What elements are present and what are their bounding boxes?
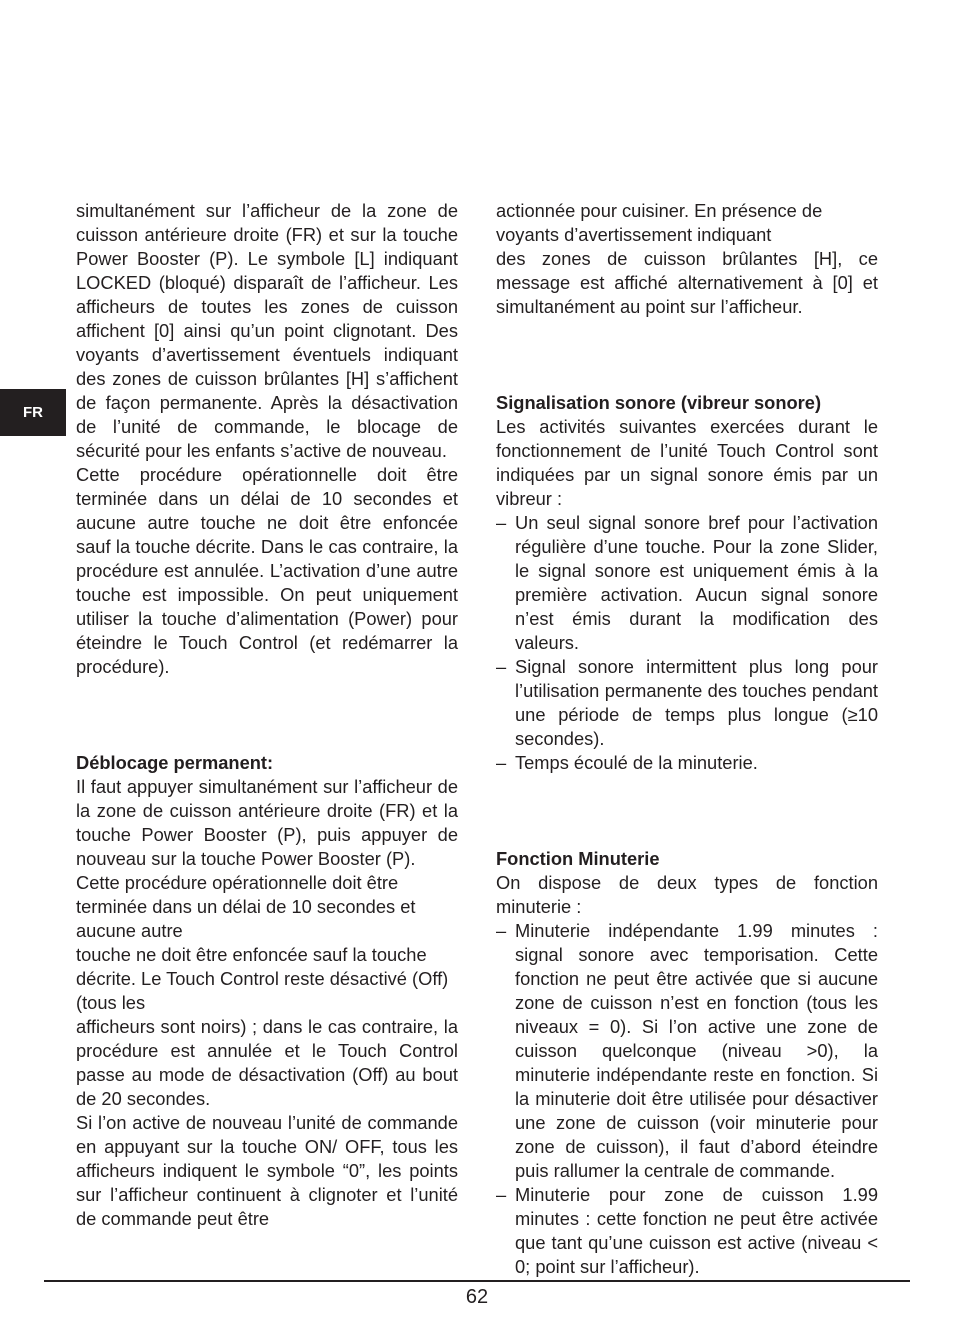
list-item: – Minuterie pour zone de cuisson 1.99 minutes : cette fonction ne peut être activée que tant qu’une cuisson est active (niveau < 0; point sur l’afficheur). bbox=[496, 1184, 878, 1277]
paragraph: On dispose de deux types de fonction minuterie : bbox=[496, 872, 878, 917]
paragraph: Si l’on active de nouveau l’unité de commande en appuyant sur la touche ON/ OFF, tous les afficheurs indiquent le symbole “0”, les points sur l’afficheur continuent à clignoter et l’unité de commande peut être bbox=[76, 1112, 458, 1229]
paragraph: Cette procédure opérationnelle doit être terminée dans un délai de 10 secondes et aucune autre touche ne doit être enfoncée sauf la touche décrite. Dans le cas contraire, la procédure est annulée. L’activation d’une autre touche est impossible. On peut uniquement utiliser la touche d’alimentation (Power) pour éteindre le Touch Control (et redémarrer la procédure). bbox=[76, 464, 458, 677]
dash-bullet: – bbox=[496, 752, 507, 773]
section-heading-signalisation: Signalisation sonore (vibreur sonore) bbox=[496, 392, 822, 413]
section-heading-minuterie: Fonction Minuterie bbox=[496, 848, 660, 869]
dash-bullet: – bbox=[496, 1184, 507, 1205]
list-item: – Signal sonore intermittent plus long pour l’utilisation permanente des touches pendant une période de temps plus longue (≥10 secondes). bbox=[496, 656, 878, 749]
left-column bbox=[76, 199, 458, 1231]
paragraph: afficheurs sont noirs) ; dans le cas contraire, la procédure est annulée et le Touch Control passe au mode de désactivation (Off) au bout de 20 secondes. bbox=[76, 1016, 458, 1109]
paragraph: actionnée pour cuisiner. En présence de voyants d’avertissement indiquant bbox=[496, 200, 823, 245]
dash-bullet: – bbox=[496, 512, 507, 533]
dash-bullet: – bbox=[496, 920, 507, 941]
paragraph: Les activités suivantes exercées durant le fonctionnement de l’unité Touch Control sont indiquées par un signal sonore émis par un vibreur : bbox=[496, 416, 878, 509]
section-heading-deblocage: Déblocage permanent: bbox=[76, 752, 274, 773]
paragraph: Cette procédure opérationnelle doit être terminée dans un délai de 10 secondes et aucune autre bbox=[76, 872, 416, 941]
paragraph: des zones de cuisson brûlantes [H], ce message est affiché alternativement à [0] et simultanément au point sur l’afficheur. bbox=[496, 248, 878, 317]
list-item: – Minuterie indépendante 1.99 minutes : signal sonore avec temporisation. Cette fonction ne peut être activée que si aucune zone de cuisson n’est en fonction (tous les niveaux = 0). Si l’on active une zone de cuisson quelconque (niveau >0), la minuterie indépendante reste en fonction. Si la minuterie doit être utilisée pour désactiver une zone de cuisson (voir minuterie pour zone de cuisson), il faut d’abord éteindre puis rallumer la centrale de commande. bbox=[496, 920, 878, 1181]
dash-bullet: – bbox=[496, 656, 507, 677]
list-item: – Temps écoulé de la minuterie. bbox=[496, 752, 758, 773]
right-column bbox=[496, 199, 878, 1279]
paragraph: Il faut appuyer simultanément sur l’afficheur de la zone de cuisson antérieure droite (FR) et la touche Power Booster (P), puis appuyer de nouveau sur la touche Power Booster (P). bbox=[76, 776, 458, 869]
footer-rule bbox=[44, 1280, 910, 1282]
list-item: – Un seul signal sonore bref pour l’activation régulière d’une touche. Pour la zone Slider, le signal sonore est uniquement émis à la première activation. Aucun signal sonore n’est émis durant la modification des valeurs. bbox=[496, 512, 878, 653]
language-tab: FR bbox=[0, 389, 66, 436]
page-number: 62 bbox=[465, 1286, 489, 1308]
paragraph: touche ne doit être enfoncée sauf la touche décrite. Le Touch Control reste désactivé (Off) (tous les bbox=[76, 944, 449, 1013]
paragraph: simultanément sur l’afficheur de la zone de cuisson antérieure droite (FR) et sur la touche Power Booster (P). Le symbole [L] indiquant LOCKED (bloqué) disparaît de l’afficheur. Les afficheurs de toutes les zones de cuisson affichent [0] ainsi qu’un point clignotant. Des voyants d’avertissement éventuels indiquant des zones de cuisson brûlantes [H] s’affichent de façon permanente. Après la désactivation de l’unité de commande, le blocage de sécurité pour les enfants s’active de nouveau. bbox=[76, 200, 458, 461]
